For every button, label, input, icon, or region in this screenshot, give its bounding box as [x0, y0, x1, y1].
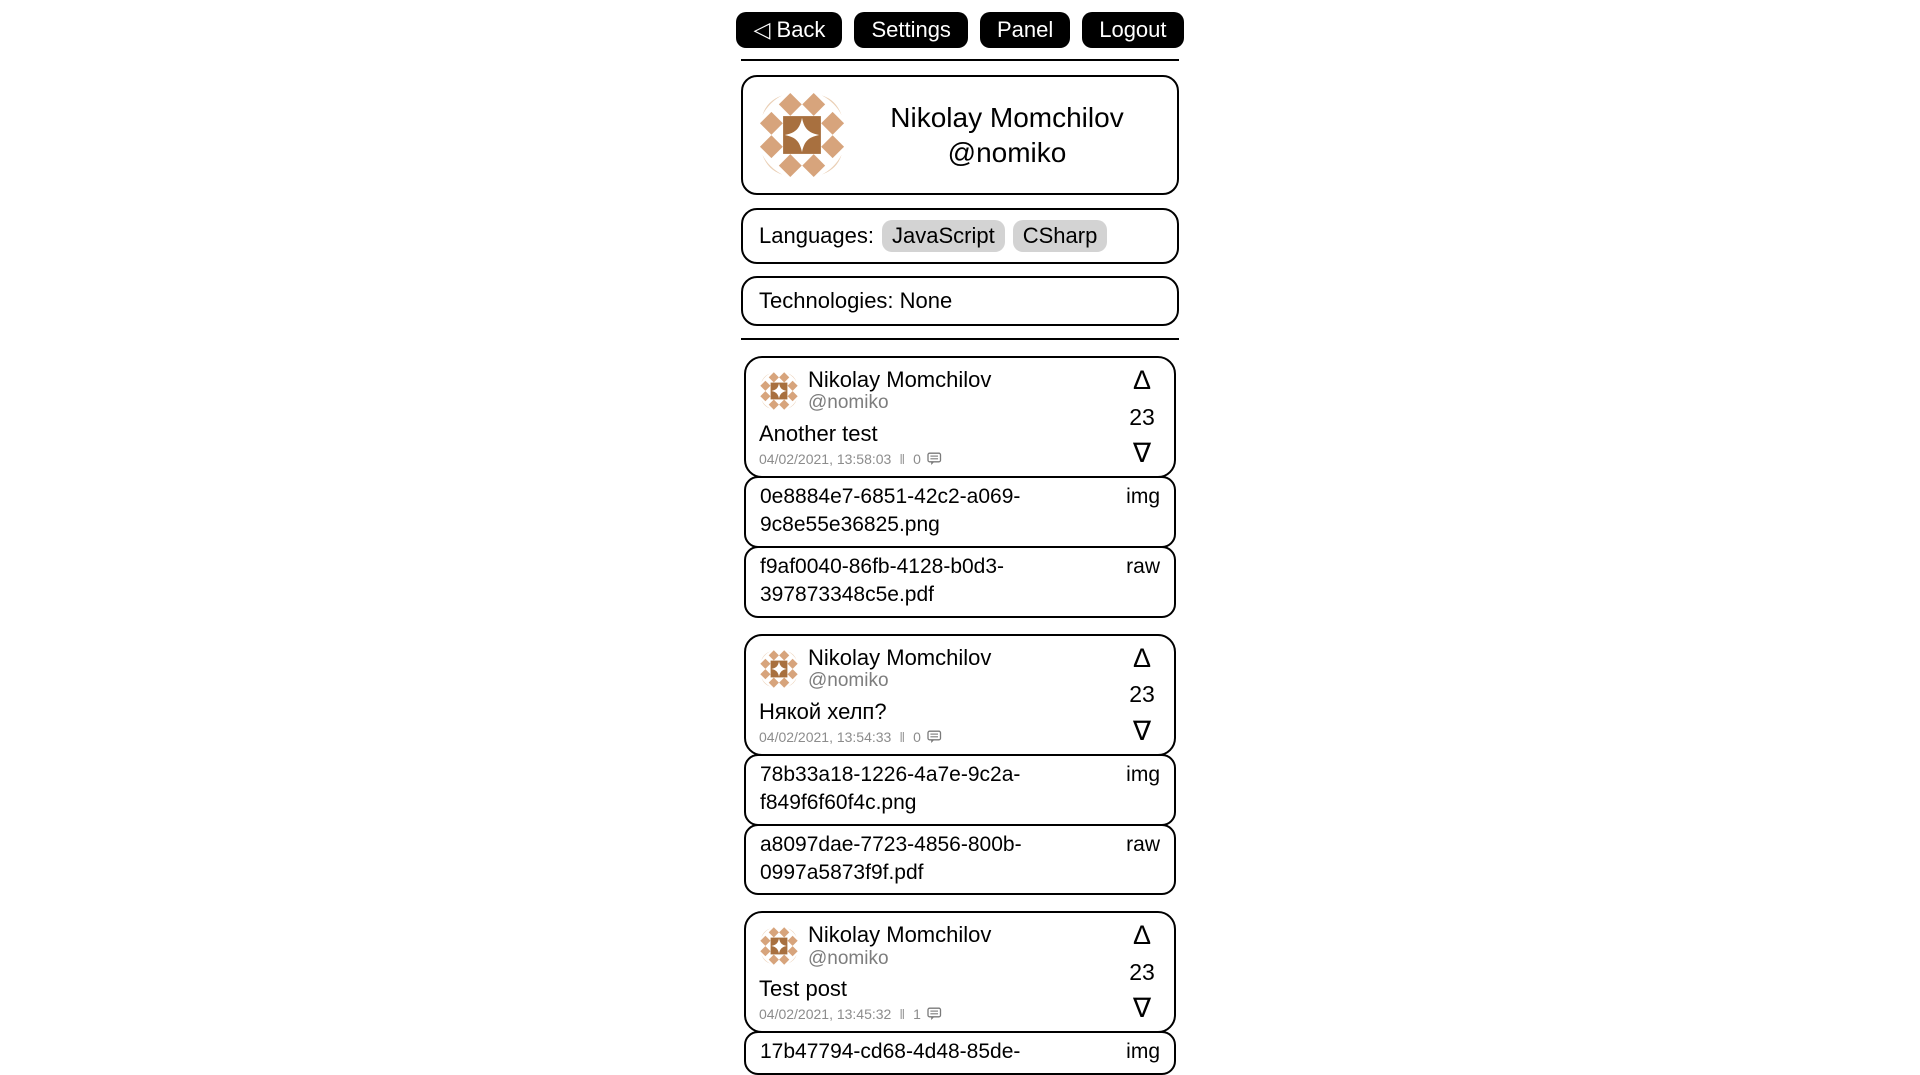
attachment-row[interactable]	[744, 824, 1176, 896]
post-author-avatar	[759, 649, 799, 689]
post-author-name: Nikolay Momchilov	[808, 644, 992, 670]
vote-column	[1122, 367, 1162, 467]
attachment-row[interactable]	[744, 1031, 1176, 1075]
meta-separator: ‖	[899, 1006, 906, 1023]
identicon-avatar-icon	[759, 371, 799, 411]
post-comment-count: 1	[913, 1006, 921, 1023]
post-card	[744, 634, 1176, 756]
technologies-label: Technologies: None	[759, 288, 953, 313]
meta-separator: ‖	[899, 728, 906, 745]
post-header	[759, 368, 1114, 414]
profile-handle: @nomiko	[947, 137, 1067, 168]
post-comment-count: 0	[913, 451, 921, 468]
post-timestamp: 04/02/2021, 13:58:03	[759, 451, 892, 468]
posts-list	[741, 356, 1179, 1075]
post-meta	[759, 451, 1114, 467]
logout-button[interactable]: Logout	[1082, 12, 1183, 48]
vote-column	[1122, 922, 1162, 1022]
vote-count: 23	[1129, 958, 1155, 985]
attachment-type-label: raw	[1126, 832, 1160, 856]
comment-bubble-icon	[927, 730, 942, 744]
downvote-button[interactable]: ∇	[1132, 715, 1152, 746]
attachment-type-label: img	[1126, 485, 1160, 509]
post-timestamp: 04/02/2021, 13:54:33	[759, 728, 892, 745]
language-badge-csharp: CSharp	[1013, 220, 1108, 252]
post-comment-count: 0	[913, 728, 921, 745]
comment-bubble-icon	[927, 452, 942, 466]
downvote-button[interactable]: ∇	[1132, 993, 1152, 1024]
comment-bubble-icon	[927, 1007, 942, 1021]
posts-divider	[741, 338, 1179, 340]
vote-count: 23	[1129, 403, 1155, 430]
panel-button[interactable]: Panel	[980, 12, 1070, 48]
post-header	[759, 646, 1114, 692]
attachment-type-label: raw	[1126, 554, 1160, 578]
profile-name: Nikolay Momchilov	[890, 102, 1124, 133]
post-group	[744, 356, 1176, 618]
post-author	[808, 923, 991, 969]
profile-names	[847, 100, 1167, 170]
toolbar	[741, 12, 1179, 48]
identicon-avatar-icon	[759, 926, 799, 966]
back-button[interactable]: ◁ Back	[736, 12, 842, 48]
post-meta	[759, 729, 1114, 745]
attachment-row[interactable]	[744, 754, 1176, 826]
post-author-name: Nikolay Momchilov	[808, 922, 992, 948]
language-badge-javascript: JavaScript	[882, 220, 1005, 252]
upvote-button[interactable]: Δ	[1132, 365, 1152, 395]
attachment-filename: 78b33a18-1226-4a7e-9c2a-f849f6f60f4c.png	[760, 762, 1021, 814]
attachment-filename: a8097dae-7723-4856-800b-0997a5873f9f.pdf	[760, 832, 1022, 884]
attachment-filename: 0e8884e7-6851-42c2-a069-9c8e55e36825.png	[760, 485, 1021, 536]
settings-button[interactable]: Settings	[854, 12, 968, 48]
post-author-name: Nikolay Momchilov	[808, 367, 992, 392]
post-card	[744, 356, 1176, 478]
languages-label: Languages:	[759, 223, 874, 248]
downvote-button[interactable]: ∇	[1132, 438, 1152, 469]
attachment-row[interactable]	[744, 476, 1176, 548]
technologies-card	[741, 276, 1179, 326]
post-header	[759, 923, 1114, 969]
identicon-avatar-icon	[759, 649, 799, 689]
vote-column	[1122, 642, 1162, 746]
attachment-filename: f9af0040-86fb-4128-b0d3-397873348c5e.pdf	[760, 554, 1005, 606]
attachment-row[interactable]	[744, 546, 1176, 618]
languages-card	[741, 208, 1179, 264]
profile-card	[741, 75, 1179, 195]
post-meta	[759, 1006, 1114, 1022]
upvote-button[interactable]: Δ	[1132, 642, 1152, 673]
profile-avatar	[757, 90, 847, 180]
vote-count: 23	[1129, 681, 1155, 708]
meta-separator: ‖	[899, 451, 906, 468]
toolbar-divider	[741, 59, 1179, 61]
attachment-type-label: img	[1126, 1040, 1160, 1064]
post-author	[808, 368, 991, 414]
post-title: Test post	[759, 976, 848, 1002]
profile-page	[741, 0, 1179, 1075]
post-author	[808, 646, 991, 692]
attachment-filename: 17b47794-cd68-4d48-85de-	[760, 1040, 1021, 1064]
post-title: Някой хелп?	[759, 698, 887, 724]
post-card	[744, 911, 1176, 1033]
post-author-handle: @nomiko	[808, 669, 889, 691]
post-author-handle: @nomiko	[808, 947, 889, 969]
post-group	[744, 634, 1176, 896]
post-author-avatar	[759, 926, 799, 966]
attachment-type-label: img	[1126, 762, 1160, 786]
post-timestamp: 04/02/2021, 13:45:32	[759, 1006, 892, 1023]
post-group	[744, 911, 1176, 1075]
post-author-avatar	[759, 371, 799, 411]
identicon-avatar-icon	[757, 90, 847, 180]
post-title: Another test	[759, 421, 878, 447]
upvote-button[interactable]: Δ	[1132, 920, 1152, 951]
post-author-handle: @nomiko	[808, 392, 889, 414]
